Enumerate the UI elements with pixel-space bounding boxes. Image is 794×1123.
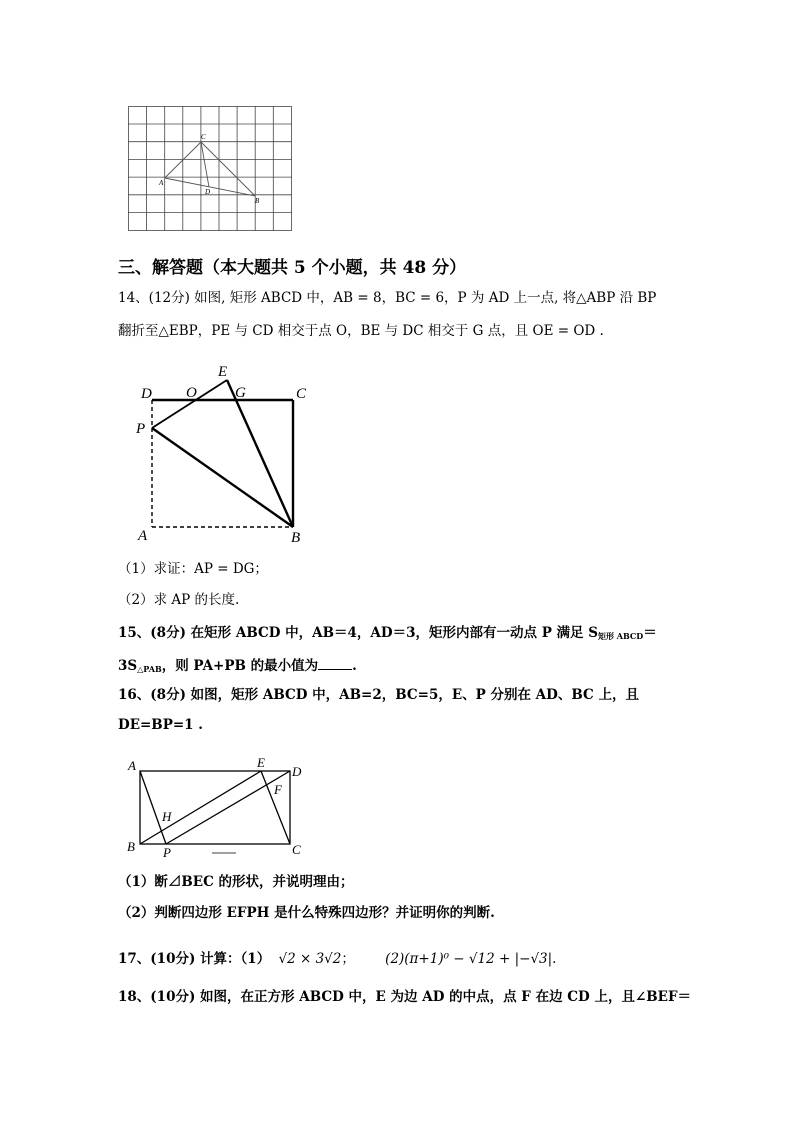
q14-label-c: C (296, 386, 307, 402)
q16-label-b: B (127, 839, 135, 854)
section-title: 三、解答题（本大题共 5 个小题，共 48 分） (118, 258, 467, 278)
q14-line2: 翻折至△EBP，PE 与 CD 相交于点 O，BE 与 DC 相交于 G 点，且 OE = OD . (118, 323, 604, 339)
q16-label-a: A (128, 758, 136, 773)
q16-label-e: E (257, 756, 265, 770)
q14-label-b: B (291, 530, 301, 545)
q17-prefix: 17、(10分) 计算：（1） (118, 951, 271, 967)
grid-figure (128, 106, 293, 232)
q16-part1: （1）断⊿BEC 的形状，并说明理由； (118, 874, 354, 890)
q15-line1-equals: ＝ (643, 625, 657, 641)
q14-label-e: E (218, 364, 228, 380)
q15-line2-end: . (352, 658, 357, 674)
q16-line1: 16、(8分) 如图，矩形 ABCD 中，AB=2，BC=5，E、P 分别在 AD、BC 上，且 (118, 687, 639, 703)
q14-label-d: D (141, 386, 152, 402)
grid-label-a: A (159, 179, 164, 187)
q15-line2-text: 3S (118, 658, 138, 674)
q16-line2: DE=BP=1 . (118, 717, 203, 733)
q16-label-h: H (162, 809, 172, 824)
q17-separator: ； (341, 951, 355, 967)
q15-line2-rest: ，则 PA+PB 的最小值为 (161, 658, 319, 674)
q16-label-f: F (274, 782, 282, 797)
q15-line1-subscript: 矩形 ABCD (598, 631, 644, 641)
q16-seg-ap (140, 771, 166, 844)
q14-label-o: O (186, 385, 197, 401)
q14-label-p: P (136, 421, 146, 437)
q16-label-c: C (292, 842, 301, 857)
q14-line1: 14、(12分) 如图, 矩形 ABCD 中，AB = 8，BC = 6，P 为 AD 上一点, 将△ABP 沿 BP (118, 290, 657, 306)
grid-label-c: C (201, 133, 206, 141)
grid-label-d: D (205, 188, 211, 196)
q14-part2: （2）求 AP 的长度. (118, 592, 240, 608)
q14-label-g: G (235, 385, 246, 401)
q18-line1: 18、(10分) 如图，在正方形 ABCD 中，E 为边 AD 的中点，点 F 在边 CD 上，且∠BEF＝ (118, 989, 692, 1005)
q15-line1-text: 15、(8分) 在矩形 ABCD 中，AB＝4，AD＝3，矩形内部有一动点 P 满足 S (118, 625, 598, 641)
q17-line (118, 950, 556, 968)
q16-seg-pd (166, 771, 290, 844)
q15-line2 (118, 655, 357, 678)
q15-answer-blank[interactable] (318, 655, 352, 670)
q16-seg-be (140, 771, 261, 844)
q16-part2: （2）判断四边形 EFPH 是什么特殊四边形？并证明你的判断. (118, 905, 495, 921)
grid-label-b: B (255, 197, 260, 205)
q16-figure (124, 756, 314, 860)
q15-line2-subscript: △PAB (137, 664, 162, 674)
q16-label-p: P (163, 845, 171, 860)
q17-expression-2: (2)(π+1)⁰ − √12 + |−√3|. (385, 951, 557, 967)
q14-part1: （1）求证：AP = DG； (118, 561, 268, 577)
q17-expression-1: √2 × 3√2 (278, 951, 342, 967)
q14-figure (130, 360, 320, 545)
q14-label-a: A (138, 528, 148, 544)
q16-label-d: D (292, 764, 302, 779)
q15-line1 (118, 624, 657, 645)
